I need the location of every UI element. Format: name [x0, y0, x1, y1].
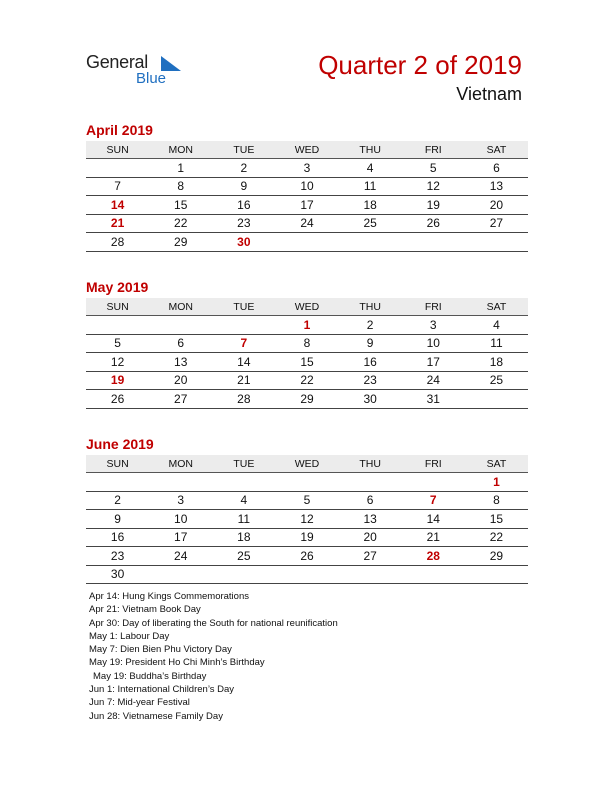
month-may: [86, 279, 528, 409]
empty-day-cell: [212, 473, 275, 492]
day-cell: 31: [402, 390, 465, 409]
day-cell: 29: [149, 233, 212, 252]
day-cell: 23: [339, 371, 402, 390]
weekday-header: SAT: [465, 141, 528, 159]
day-cell: 30: [339, 390, 402, 409]
day-cell: 24: [275, 214, 338, 233]
day-cell: 30: [212, 233, 275, 252]
day-cell: 6: [465, 159, 528, 178]
holiday-note: Apr 21: Vietnam Book Day: [89, 604, 201, 616]
empty-day-cell: [275, 565, 338, 584]
weekday-header: FRI: [402, 298, 465, 316]
day-cell: 16: [339, 353, 402, 372]
day-cell: 18: [212, 528, 275, 547]
day-cell: 27: [339, 547, 402, 566]
day-cell: 26: [275, 547, 338, 566]
holiday-note: Jun 28: Vietnamese Family Day: [89, 710, 223, 722]
empty-day-cell: [402, 473, 465, 492]
day-cell: 20: [149, 371, 212, 390]
day-cell: 12: [402, 177, 465, 196]
day-cell: 12: [86, 353, 149, 372]
day-cell: 3: [149, 491, 212, 510]
week-row: [86, 491, 528, 510]
holiday-list: [89, 590, 338, 723]
week-row: [86, 233, 528, 252]
empty-day-cell: [86, 159, 149, 178]
calendar-table: [86, 141, 528, 252]
weekday-header: WED: [275, 141, 338, 159]
week-row: [86, 565, 528, 584]
day-cell: 6: [149, 334, 212, 353]
week-row: [86, 390, 528, 409]
day-cell: 6: [339, 491, 402, 510]
weekday-header: THU: [339, 141, 402, 159]
holiday-note: May 19: President Ho Chi Minh’s Birthday: [89, 657, 265, 669]
day-cell: 14: [86, 196, 149, 215]
weekday-header: THU: [339, 298, 402, 316]
weekday-header: WED: [275, 455, 338, 473]
day-cell: 5: [86, 334, 149, 353]
holiday-note: Apr 30: Day of liberating the South for national reunification: [89, 617, 338, 629]
week-row: [86, 196, 528, 215]
day-cell: 5: [275, 491, 338, 510]
weekday-header: WED: [275, 298, 338, 316]
day-cell: 8: [149, 177, 212, 196]
weekday-header: SUN: [86, 455, 149, 473]
day-cell: 22: [465, 528, 528, 547]
country-name: Vietnam: [456, 84, 522, 104]
logo-blue-text: Blue: [136, 70, 167, 87]
day-cell: 18: [339, 196, 402, 215]
day-cell: 7: [402, 491, 465, 510]
empty-day-cell: [339, 473, 402, 492]
weekday-header: SAT: [465, 298, 528, 316]
day-cell: 30: [86, 565, 149, 584]
weekday-header: THU: [339, 455, 402, 473]
holiday-note: Jun 7: Mid-year Festival: [89, 697, 190, 709]
day-cell: 4: [212, 491, 275, 510]
day-cell: 19: [275, 528, 338, 547]
weekday-header: MON: [149, 141, 212, 159]
week-row: [86, 334, 528, 353]
day-cell: 13: [149, 353, 212, 372]
week-row: [86, 159, 528, 178]
day-cell: 7: [86, 177, 149, 196]
weekday-header: MON: [149, 455, 212, 473]
day-cell: 9: [212, 177, 275, 196]
day-cell: 4: [465, 316, 528, 335]
holiday-note: Jun 1: International Children’s Day: [89, 684, 235, 696]
day-cell: 1: [275, 316, 338, 335]
day-cell: 14: [402, 510, 465, 529]
day-cell: 15: [275, 353, 338, 372]
empty-day-cell: [212, 565, 275, 584]
day-cell: 17: [275, 196, 338, 215]
weekday-header-row: [86, 455, 528, 473]
week-row: [86, 473, 528, 492]
day-cell: 3: [402, 316, 465, 335]
day-cell: 8: [465, 491, 528, 510]
empty-day-cell: [402, 565, 465, 584]
day-cell: 16: [86, 528, 149, 547]
day-cell: 22: [149, 214, 212, 233]
holiday-note: May 19: Buddha’s Birthday: [93, 670, 207, 682]
brand-logo: [86, 50, 196, 90]
day-cell: 21: [212, 371, 275, 390]
day-cell: 2: [339, 316, 402, 335]
day-cell: 17: [402, 353, 465, 372]
day-cell: 15: [149, 196, 212, 215]
logo-general-text: General: [86, 52, 148, 72]
day-cell: 25: [465, 371, 528, 390]
day-cell: 29: [275, 390, 338, 409]
day-cell: 17: [149, 528, 212, 547]
empty-day-cell: [86, 316, 149, 335]
month-april: [86, 122, 528, 252]
empty-day-cell: [149, 473, 212, 492]
empty-day-cell: [465, 233, 528, 252]
weekday-header: TUE: [212, 298, 275, 316]
month-title: June 2019: [86, 436, 154, 452]
day-cell: 11: [465, 334, 528, 353]
weekday-header: SUN: [86, 298, 149, 316]
day-cell: 19: [86, 371, 149, 390]
day-cell: 11: [212, 510, 275, 529]
day-cell: 28: [402, 547, 465, 566]
weekday-header: TUE: [212, 455, 275, 473]
day-cell: 8: [275, 334, 338, 353]
day-cell: 13: [465, 177, 528, 196]
weekday-header: SUN: [86, 141, 149, 159]
weekday-header: MON: [149, 298, 212, 316]
empty-day-cell: [465, 565, 528, 584]
day-cell: 22: [275, 371, 338, 390]
week-row: [86, 214, 528, 233]
weekday-header: TUE: [212, 141, 275, 159]
empty-day-cell: [275, 473, 338, 492]
empty-day-cell: [86, 473, 149, 492]
day-cell: 19: [402, 196, 465, 215]
day-cell: 20: [339, 528, 402, 547]
day-cell: 15: [465, 510, 528, 529]
holiday-note: May 7: Dien Bien Phu Victory Day: [89, 644, 232, 656]
empty-day-cell: [339, 565, 402, 584]
week-row: [86, 353, 528, 372]
empty-day-cell: [339, 233, 402, 252]
week-row: [86, 510, 528, 529]
day-cell: 2: [86, 491, 149, 510]
day-cell: 25: [339, 214, 402, 233]
day-cell: 27: [465, 214, 528, 233]
empty-day-cell: [212, 316, 275, 335]
day-cell: 3: [275, 159, 338, 178]
day-cell: 10: [402, 334, 465, 353]
page-title: Quarter 2 of 2019: [318, 50, 522, 80]
week-row: [86, 316, 528, 335]
day-cell: 13: [339, 510, 402, 529]
holiday-note: Apr 14: Hung Kings Commemorations: [89, 591, 249, 602]
empty-day-cell: [149, 565, 212, 584]
day-cell: 26: [402, 214, 465, 233]
weekday-header: FRI: [402, 455, 465, 473]
calendar-table: [86, 298, 528, 409]
day-cell: 12: [275, 510, 338, 529]
weekday-header-row: [86, 141, 528, 159]
day-cell: 5: [402, 159, 465, 178]
day-cell: 10: [275, 177, 338, 196]
month-title: April 2019: [86, 122, 153, 138]
empty-day-cell: [275, 233, 338, 252]
weekday-header: SAT: [465, 455, 528, 473]
day-cell: 23: [86, 547, 149, 566]
holiday-note: May 1: Labour Day: [89, 630, 170, 642]
week-row: [86, 177, 528, 196]
calendar-table: [86, 455, 528, 584]
day-cell: 4: [339, 159, 402, 178]
week-row: [86, 547, 528, 566]
day-cell: 2: [212, 159, 275, 178]
day-cell: 24: [149, 547, 212, 566]
day-cell: 21: [86, 214, 149, 233]
day-cell: 18: [465, 353, 528, 372]
day-cell: 10: [149, 510, 212, 529]
month-title: May 2019: [86, 279, 149, 295]
day-cell: 11: [339, 177, 402, 196]
day-cell: 9: [86, 510, 149, 529]
day-cell: 9: [339, 334, 402, 353]
weekday-header-row: [86, 298, 528, 316]
empty-day-cell: [465, 390, 528, 409]
week-row: [86, 528, 528, 547]
month-june: [86, 436, 528, 584]
day-cell: 26: [86, 390, 149, 409]
day-cell: 27: [149, 390, 212, 409]
empty-day-cell: [149, 316, 212, 335]
day-cell: 16: [212, 196, 275, 215]
weekday-header: FRI: [402, 141, 465, 159]
day-cell: 21: [402, 528, 465, 547]
empty-day-cell: [402, 233, 465, 252]
day-cell: 28: [86, 233, 149, 252]
day-cell: 14: [212, 353, 275, 372]
day-cell: 28: [212, 390, 275, 409]
day-cell: 1: [149, 159, 212, 178]
day-cell: 29: [465, 547, 528, 566]
day-cell: 20: [465, 196, 528, 215]
day-cell: 1: [465, 473, 528, 492]
week-row: [86, 371, 528, 390]
day-cell: 7: [212, 334, 275, 353]
day-cell: 24: [402, 371, 465, 390]
day-cell: 23: [212, 214, 275, 233]
day-cell: 25: [212, 547, 275, 566]
